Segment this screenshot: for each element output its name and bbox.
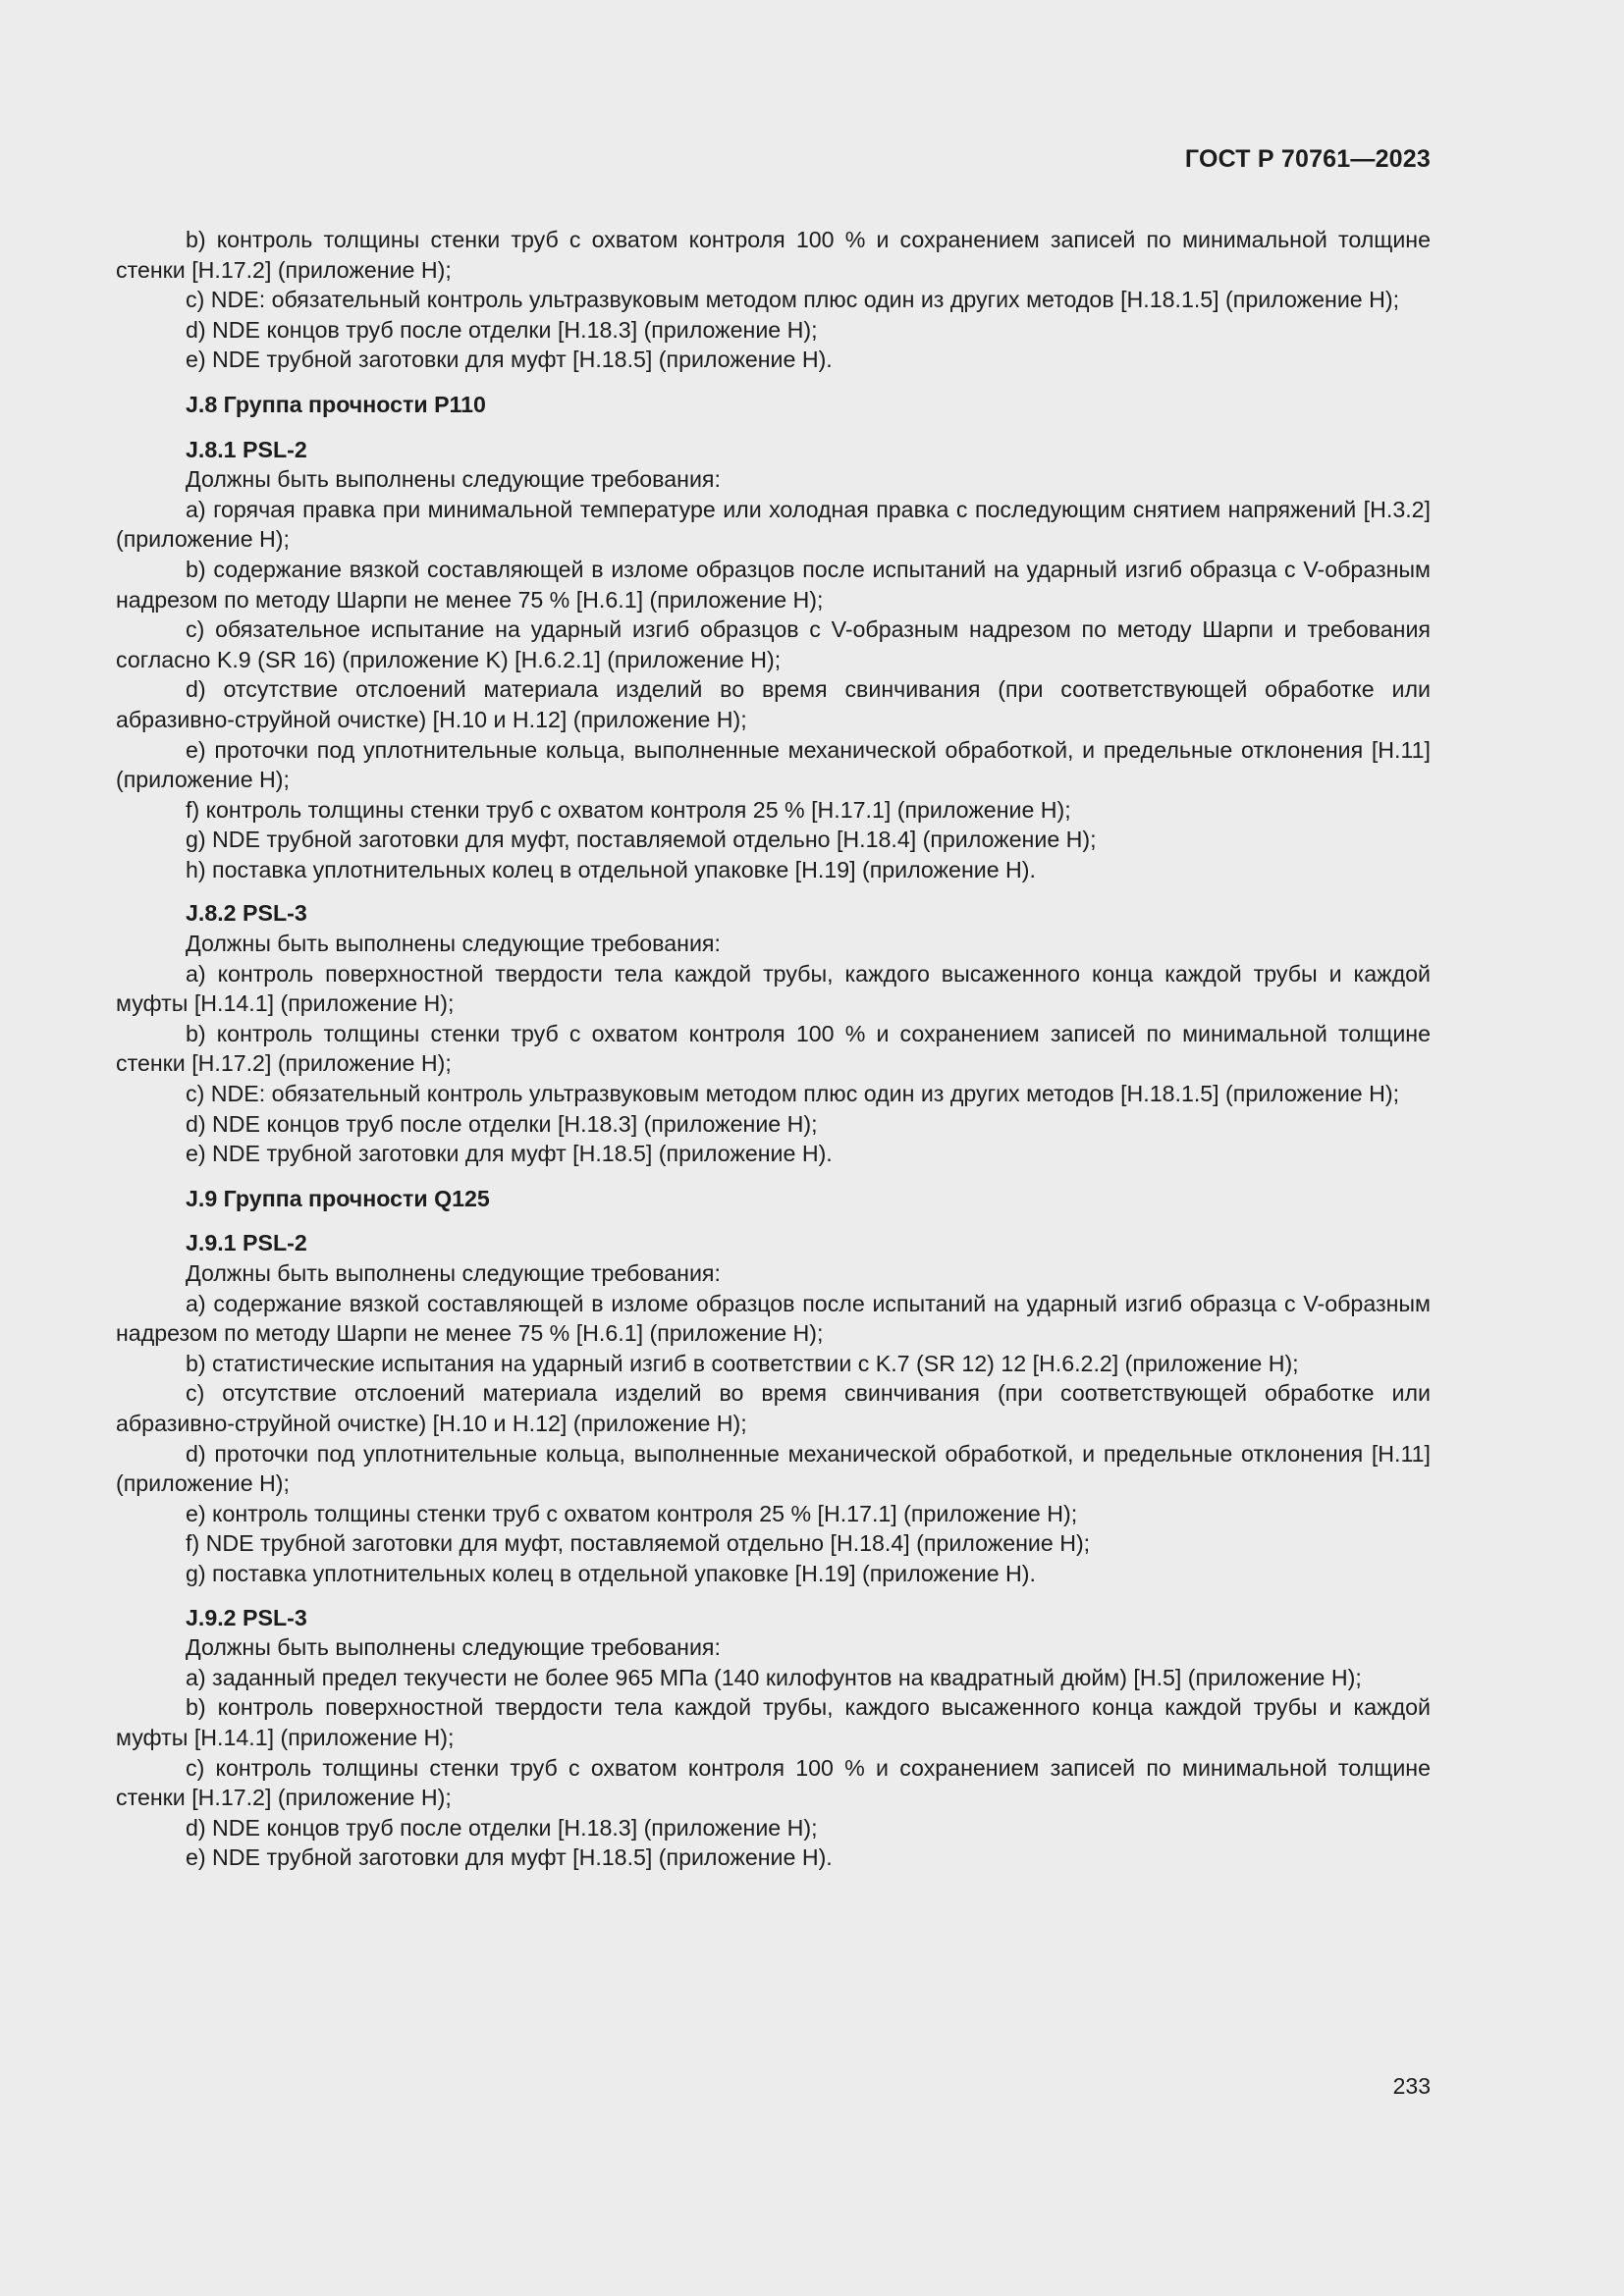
list-item: d) NDE концов труб после отделки [H.18.3] (приложение H); bbox=[186, 1110, 818, 1137]
list-item: b) контроль поверхностной твердости тела каждой трубы, каждого высаженного конца каждой трубы и каждой муфты [H.14.1] (приложение H); bbox=[116, 1694, 1431, 1750]
list-item: d) NDE концов труб после отделки [H.18.3] (приложение H); bbox=[186, 1814, 818, 1841]
subsection-heading: J.8.2 PSL-3 bbox=[186, 900, 307, 927]
list-item: e) NDE трубной заготовки для муфт [H.18.5] (приложение H). bbox=[186, 347, 833, 373]
document-body bbox=[116, 225, 1431, 1873]
section-heading: J.9 Группа прочности Q125 bbox=[186, 1185, 490, 1211]
list-item: f) NDE трубной заготовки для муфт, поставляемой отдельно [H.18.4] (приложение H); bbox=[186, 1530, 1091, 1557]
list-item: a) содержание вязкой составляющей в изломе образцов после испытаний на ударный изгиб образца с V-образным надрезом по методу Шарпи не менее 75 % [H.6.1] (приложение H); bbox=[116, 1290, 1431, 1347]
section-heading: J.8 Группа прочности P110 bbox=[186, 391, 486, 417]
list-item: g) NDE трубной заготовки для муфт, поставляемой отдельно [H.18.4] (приложение H); bbox=[186, 827, 1097, 853]
list-item: f) контроль толщины стенки труб с охватом контроля 25 % [H.17.1] (приложение H); bbox=[186, 796, 1071, 823]
list-item: d) проточки под уплотнительные кольца, выполненные механической обработкой, и предельные отклонения [H.11] (приложение H); bbox=[116, 1440, 1431, 1497]
list-item: d) NDE концов труб после отделки [H.18.3] (приложение H); bbox=[186, 316, 818, 343]
list-item: b) статистические испытания на ударный изгиб в соответствии с K.7 (SR 12) 12 [H.6.2.2] (приложение H); bbox=[186, 1350, 1299, 1376]
list-item: c) NDE: обязательный контроль ультразвуковым методом плюс один из других методов [H.18.1.5] (приложение H); bbox=[186, 1081, 1400, 1107]
list-item: a) горячая правка при минимальной температуре или холодная правка с последующим снятием напряжений [H.3.2] (приложение H); bbox=[116, 496, 1431, 553]
list-item: e) NDE трубной заготовки для муфт [H.18.5] (приложение H). bbox=[186, 1141, 833, 1167]
list-item: c) обязательное испытание на ударный изгиб образцов с V-образным надрезом по методу Шарпи и требования согласно K.9 (SR 16) (приложение K) [H.6.2.1] (приложение H); bbox=[116, 616, 1431, 672]
list-item: b) содержание вязкой составляющей в изломе образцов после испытаний на ударный изгиб образца с V-образным надрезом по методу Шарпи не менее 75 % [H.6.1] (приложение H); bbox=[116, 556, 1431, 613]
list-item: a) заданный предел текучести не более 965 МПа (140 килофунтов на квадратный дюйм) [H.5] (приложение H); bbox=[186, 1664, 1362, 1690]
list-item: g) поставка уплотнительных колец в отдельной упаковке [H.19] (приложение H). bbox=[186, 1560, 1036, 1586]
list-item: e) NDE трубной заготовки для муфт [H.18.5] (приложение H). bbox=[186, 1844, 833, 1871]
requirements-lead: Должны быть выполнены следующие требования: bbox=[186, 466, 721, 493]
list-item: e) контроль толщины стенки труб с охватом контроля 25 % [H.17.1] (приложение H); bbox=[186, 1500, 1078, 1526]
list-item: b) контроль толщины стенки труб с охватом контроля 100 % и сохранением записей по минимальной толщине стенки [H.17.2] (приложение H); bbox=[116, 227, 1431, 283]
requirements-lead: Должны быть выполнены следующие требования: bbox=[186, 931, 721, 957]
list-item: c) NDE: обязательный контроль ультразвуковым методом плюс один из других методов [H.18.1.5] (приложение H); bbox=[186, 287, 1400, 313]
list-item: d) отсутствие отслоений материала изделий во время свинчивания (при соответствующей обработке или абразивно-струйной очистке) [H.10 и H.12] (приложение H); bbox=[116, 676, 1431, 732]
page-number: 233 bbox=[1392, 2073, 1431, 2099]
standard-header: ГОСТ Р 70761—2023 bbox=[1184, 145, 1431, 173]
requirements-lead: Должны быть выполнены следующие требования: bbox=[186, 1260, 721, 1286]
list-item: c) отсутствие отслоений материала изделий во время свинчивания (при соответствующей обработке или абразивно-струйной очистке) [H.10 и H.12] (приложение H); bbox=[116, 1380, 1431, 1436]
list-item: e) проточки под уплотнительные кольца, выполненные механической обработкой, и предельные отклонения [H.11] (приложение H); bbox=[116, 736, 1431, 793]
subsection-heading: J.9.1 PSL-2 bbox=[186, 1230, 307, 1256]
subsection-heading: J.9.2 PSL-3 bbox=[186, 1604, 307, 1630]
list-item: a) контроль поверхностной твердости тела каждой трубы, каждого высаженного конца каждой трубы и каждой муфты [H.14.1] (приложение H); bbox=[116, 960, 1431, 1017]
subsection-heading: J.8.1 PSL-2 bbox=[186, 436, 307, 462]
list-item: b) контроль толщины стенки труб с охватом контроля 100 % и сохранением записей по минимальной толщине стенки [H.17.2] (приложение H); bbox=[116, 1020, 1431, 1077]
list-item: h) поставка уплотнительных колец в отдельной упаковке [H.19] (приложение H). bbox=[186, 856, 1036, 882]
document-page bbox=[116, 0, 1431, 2296]
list-item: c) контроль толщины стенки труб с охватом контроля 100 % и сохранением записей по минимальной толщине стенки [H.17.2] (приложение H); bbox=[116, 1754, 1431, 1811]
requirements-lead: Должны быть выполнены следующие требования: bbox=[186, 1634, 721, 1661]
